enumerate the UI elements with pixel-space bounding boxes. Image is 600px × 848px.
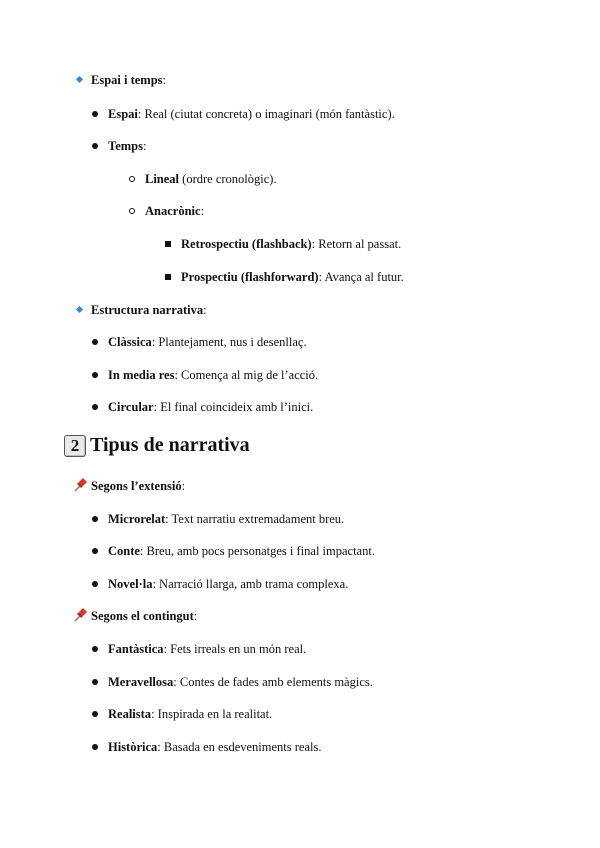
list-item-conte: Conte: Breu, amb pocs personatges i final impactant.: [108, 544, 375, 558]
section-title-estructura: Estructura narrativa:: [91, 303, 207, 317]
bullet-disc-icon: [92, 516, 98, 522]
bullet-square-icon: [165, 241, 171, 247]
pushpin-icon: [72, 477, 88, 493]
bullet-disc-icon: [92, 111, 98, 117]
bullet-square-icon: [165, 274, 171, 280]
bullet-disc-icon: [92, 339, 98, 345]
list-item-meravellosa: Meravellosa: Contes de fades amb elements màgics.: [108, 675, 373, 689]
pushpin-icon: [72, 607, 88, 623]
bullet-disc-icon: [92, 581, 98, 587]
list-item-retrospectiu: Retrospectiu (flashback): Retorn al passat.: [181, 237, 402, 251]
section-title-contingut: Segons el contingut:: [91, 609, 198, 623]
section-title-espai-temps: Espai i temps:: [91, 73, 167, 87]
section-heading-tipus: [64, 433, 250, 457]
list-item-novella: Novel·la: Narració llarga, amb trama complexa.: [108, 577, 349, 591]
list-item-fantastica: Fantàstica: Fets irreals en un món real.: [108, 642, 307, 656]
section-title-extensio: Segons l’extensió:: [91, 479, 186, 493]
bullet-disc-icon: [92, 711, 98, 717]
bullet-disc-icon: [92, 744, 98, 750]
bullet-circle-icon: [129, 208, 135, 214]
list-item-prospectiu: Prospectiu (flashforward): Avança al futur.: [181, 270, 404, 284]
list-item-temps: Temps:: [108, 139, 147, 153]
list-item-lineal: Lineal (ordre cronològic).: [145, 172, 277, 186]
bullet-disc-icon: [92, 143, 98, 149]
list-item-anacronic: Anacrònic:: [145, 204, 205, 218]
heading-title: Tipus de narrativa: [90, 434, 250, 456]
list-item-in-media-res: In media res: Comença al mig de l’acció.: [108, 368, 319, 382]
list-item-circular: Circular: El final coincideix amb l’inici.: [108, 400, 314, 414]
bullet-disc-icon: [92, 404, 98, 410]
small-blue-diamond-icon: [76, 76, 83, 83]
bullet-disc-icon: [92, 548, 98, 554]
small-blue-diamond-icon: [76, 306, 83, 313]
list-item-classica: Clàssica: Plantejament, nus i desenllaç.: [108, 335, 307, 349]
bullet-disc-icon: [92, 679, 98, 685]
bullet-circle-icon: [129, 176, 135, 182]
bullet-disc-icon: [92, 646, 98, 652]
list-item-microrelat: Microrelat: Text narratiu extremadament breu.: [108, 512, 345, 526]
keycap-2-icon: 2: [64, 435, 86, 457]
list-item-realista: Realista: Inspirada en la realitat.: [108, 707, 273, 721]
bullet-disc-icon: [92, 372, 98, 378]
list-item-espai: Espai: Real (ciutat concreta) o imaginari (món fantàstic).: [108, 107, 395, 121]
list-item-historica: Històrica: Basada en esdeveniments reals.: [108, 740, 322, 754]
